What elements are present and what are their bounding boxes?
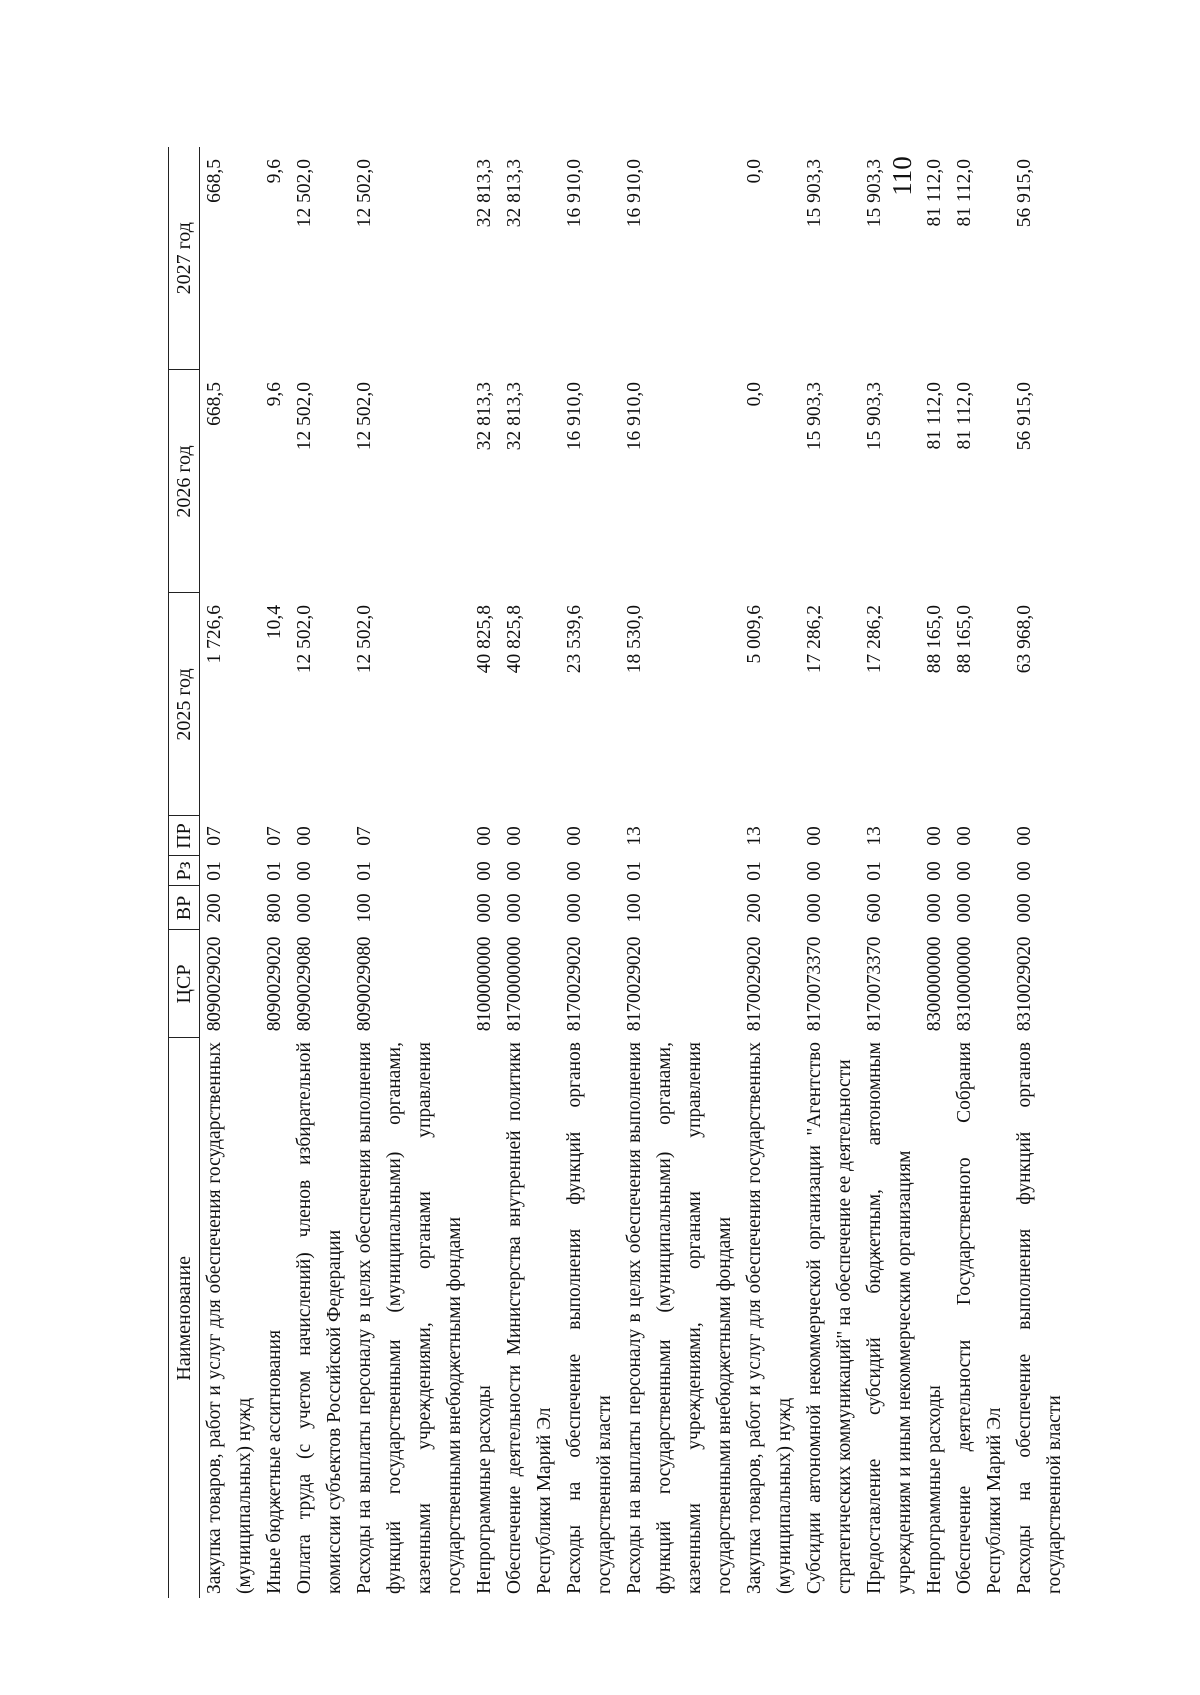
rotated-page-content bbox=[168, 148, 1065, 1598]
header-2026: 2026 год bbox=[169, 370, 200, 593]
row-pr: 13 bbox=[744, 826, 765, 846]
row-value-2027: 16 910,0 bbox=[624, 159, 645, 228]
row-pr: 00 bbox=[294, 826, 315, 846]
table-row bbox=[500, 147, 560, 1598]
row-value-2025: 23 539,6 bbox=[564, 605, 585, 674]
row-value-2027: 32 813,3 bbox=[474, 159, 495, 228]
row-name: Закупка товаров, работ и услуг для обеспечения государственных (муниципальных) нужд bbox=[204, 1042, 255, 1594]
row-csr: 8310029020 bbox=[1014, 936, 1035, 1032]
row-vr: 000 bbox=[804, 893, 825, 923]
row-value-2026: 668,5 bbox=[204, 382, 225, 426]
row-name: Расходы на обеспечение выполнения функций органов государственной власти bbox=[564, 1042, 615, 1594]
row-vr: 000 bbox=[1014, 893, 1035, 923]
table-row bbox=[860, 147, 920, 1598]
row-value-2025: 63 968,0 bbox=[1014, 605, 1035, 674]
row-rz: 00 bbox=[294, 861, 315, 881]
table-row bbox=[560, 147, 620, 1598]
row-rz: 00 bbox=[924, 861, 945, 881]
row-vr: 200 bbox=[744, 893, 765, 923]
row-value-2026: 12 502,0 bbox=[354, 382, 375, 451]
row-vr: 000 bbox=[954, 893, 975, 923]
row-value-2025: 1 726,6 bbox=[204, 605, 225, 664]
row-rz: 01 bbox=[264, 861, 285, 881]
row-pr: 07 bbox=[204, 826, 225, 846]
row-name: Непрограммные расходы bbox=[474, 1385, 495, 1594]
row-value-2026: 32 813,3 bbox=[504, 382, 525, 451]
row-rz: 00 bbox=[1014, 861, 1035, 881]
row-value-2026: 56 915,0 bbox=[1014, 382, 1035, 451]
table-row bbox=[1010, 147, 1070, 1598]
row-value-2025: 40 825,8 bbox=[504, 605, 525, 674]
row-value-2026: 81 112,0 bbox=[924, 382, 945, 450]
row-name: Расходы на выплаты персоналу в целях обеспечения выполнения функций государственными (муниципальными) органами, казенными учреждениями, органами управления государственными внебюджетными фондами bbox=[354, 1042, 465, 1594]
row-value-2027: 15 903,3 bbox=[864, 159, 885, 228]
row-value-2025: 88 165,0 bbox=[924, 605, 945, 674]
row-value-2027: 81 112,0 bbox=[924, 159, 945, 227]
row-pr: 00 bbox=[954, 826, 975, 846]
row-rz: 00 bbox=[504, 861, 525, 881]
row-value-2026: 12 502,0 bbox=[294, 382, 315, 451]
row-pr: 07 bbox=[264, 826, 285, 846]
header-pr: ПР bbox=[169, 816, 200, 856]
table-row bbox=[350, 147, 470, 1598]
row-rz: 01 bbox=[744, 861, 765, 881]
row-rz: 01 bbox=[624, 861, 645, 881]
row-csr: 8170029020 bbox=[624, 936, 645, 1032]
row-rz: 01 bbox=[204, 861, 225, 881]
row-pr: 07 bbox=[354, 826, 375, 846]
header-rz: Рз bbox=[169, 856, 200, 886]
row-csr: 8170073370 bbox=[804, 936, 825, 1032]
row-vr: 100 bbox=[354, 893, 375, 923]
header-2025: 2025 год bbox=[169, 593, 200, 816]
table-row bbox=[950, 147, 1010, 1598]
row-value-2025: 10,4 bbox=[264, 605, 285, 640]
table-row bbox=[200, 147, 261, 1598]
table-header-row bbox=[169, 147, 200, 1598]
header-vr: ВР bbox=[169, 886, 200, 930]
row-rz: 01 bbox=[354, 861, 375, 881]
page-number: 110 bbox=[887, 156, 917, 196]
row-csr: 8170029020 bbox=[744, 936, 765, 1032]
row-pr: 00 bbox=[504, 826, 525, 846]
row-vr: 000 bbox=[474, 893, 495, 923]
row-pr: 13 bbox=[624, 826, 645, 846]
table-row bbox=[740, 147, 800, 1598]
header-name: Наименование bbox=[169, 1038, 200, 1598]
row-value-2027: 15 903,3 bbox=[804, 159, 825, 228]
row-csr: 8100000000 bbox=[474, 936, 495, 1032]
row-vr: 200 bbox=[204, 893, 225, 923]
row-name: Расходы на обеспечение выполнения функций органов государственной власти bbox=[1014, 1042, 1065, 1594]
row-value-2027: 12 502,0 bbox=[354, 159, 375, 228]
row-name: Закупка товаров, работ и услуг для обеспечения государственных (муниципальных) нужд bbox=[744, 1042, 795, 1594]
row-csr: 8300000000 bbox=[924, 936, 945, 1032]
row-value-2026: 32 813,3 bbox=[474, 382, 495, 451]
row-pr: 00 bbox=[804, 826, 825, 846]
row-value-2027: 81 112,0 bbox=[954, 159, 975, 227]
row-value-2026: 16 910,0 bbox=[564, 382, 585, 451]
row-value-2027: 56 915,0 bbox=[1014, 159, 1035, 228]
row-pr: 00 bbox=[564, 826, 585, 846]
row-name: Обеспечение деятельности Государственного Собрания Республики Марий Эл bbox=[954, 1042, 1005, 1594]
row-vr: 000 bbox=[924, 893, 945, 923]
row-value-2027: 0,0 bbox=[744, 159, 765, 184]
row-vr: 100 bbox=[624, 893, 645, 923]
row-value-2025: 12 502,0 bbox=[354, 605, 375, 674]
row-vr: 000 bbox=[294, 893, 315, 923]
row-vr: 000 bbox=[564, 893, 585, 923]
row-csr: 8090029020 bbox=[204, 936, 225, 1032]
table-row bbox=[290, 147, 350, 1598]
row-value-2025: 17 286,2 bbox=[864, 605, 885, 674]
row-vr: 600 bbox=[864, 893, 885, 923]
row-csr: 8090029080 bbox=[354, 936, 375, 1032]
row-name: Иные бюджетные ассигнования bbox=[264, 1329, 285, 1594]
row-value-2025: 5 009,6 bbox=[744, 605, 765, 664]
table-row bbox=[920, 147, 950, 1598]
row-csr: 8170073370 bbox=[864, 936, 885, 1032]
row-value-2026: 15 903,3 bbox=[864, 382, 885, 451]
row-value-2025: 12 502,0 bbox=[294, 605, 315, 674]
row-pr: 00 bbox=[474, 826, 495, 846]
row-value-2025: 88 165,0 bbox=[954, 605, 975, 674]
row-value-2025: 18 530,0 bbox=[624, 605, 645, 674]
row-rz: 01 bbox=[864, 861, 885, 881]
row-rz: 00 bbox=[474, 861, 495, 881]
row-name: Оплата труда (с учетом начислений) членов избирательной комиссии субъектов Российской Федерации bbox=[294, 1042, 345, 1594]
row-csr: 8170029020 bbox=[564, 936, 585, 1032]
row-rz: 00 bbox=[954, 861, 975, 881]
row-name: Непрограммные расходы bbox=[924, 1385, 945, 1594]
row-name: Обеспечение деятельности Министерства внутренней политики Республики Марий Эл bbox=[504, 1042, 555, 1594]
header-csr: ЦСР bbox=[169, 930, 200, 1038]
table-row bbox=[800, 147, 860, 1598]
row-value-2026: 16 910,0 bbox=[624, 382, 645, 451]
row-value-2026: 0,0 bbox=[744, 382, 765, 407]
row-csr: 8170000000 bbox=[504, 936, 525, 1032]
row-csr: 8090029080 bbox=[294, 936, 315, 1032]
table-row bbox=[260, 147, 290, 1598]
row-pr: 00 bbox=[1014, 826, 1035, 846]
budget-table bbox=[168, 147, 1070, 1598]
row-csr: 8310000000 bbox=[954, 936, 975, 1032]
row-rz: 00 bbox=[804, 861, 825, 881]
row-pr: 00 bbox=[924, 826, 945, 846]
row-rz: 00 bbox=[564, 861, 585, 881]
row-value-2027: 32 813,3 bbox=[504, 159, 525, 228]
row-pr: 13 bbox=[864, 826, 885, 846]
table-row bbox=[470, 147, 500, 1598]
row-value-2027: 668,5 bbox=[204, 159, 225, 203]
row-name: Субсидии автономной некоммерческой организации "Агентство стратегических коммуникаций" на обеспечение ее деятельности bbox=[804, 1042, 855, 1594]
row-value-2025: 17 286,2 bbox=[804, 605, 825, 674]
row-csr: 8090029020 bbox=[264, 936, 285, 1032]
row-vr: 000 bbox=[504, 893, 525, 923]
row-value-2026: 81 112,0 bbox=[954, 382, 975, 450]
row-value-2026: 15 903,3 bbox=[804, 382, 825, 451]
row-value-2025: 40 825,8 bbox=[474, 605, 495, 674]
row-value-2027: 12 502,0 bbox=[294, 159, 315, 228]
row-vr: 800 bbox=[264, 893, 285, 923]
table-body bbox=[200, 147, 1071, 1598]
row-value-2026: 9,6 bbox=[264, 382, 285, 407]
row-value-2027: 16 910,0 bbox=[564, 159, 585, 228]
header-2027: 2027 год bbox=[169, 147, 200, 370]
row-name: Предоставление субсидий бюджетным, автономным учреждениям и иным некоммерческим организациям bbox=[864, 1042, 915, 1594]
row-value-2027: 9,6 bbox=[264, 159, 285, 184]
table-row bbox=[620, 147, 740, 1598]
row-name: Расходы на выплаты персоналу в целях обеспечения выполнения функций государственными (муниципальными) органами, казенными учреждениями, органами управления государственными внебюджетными фондами bbox=[624, 1042, 735, 1594]
